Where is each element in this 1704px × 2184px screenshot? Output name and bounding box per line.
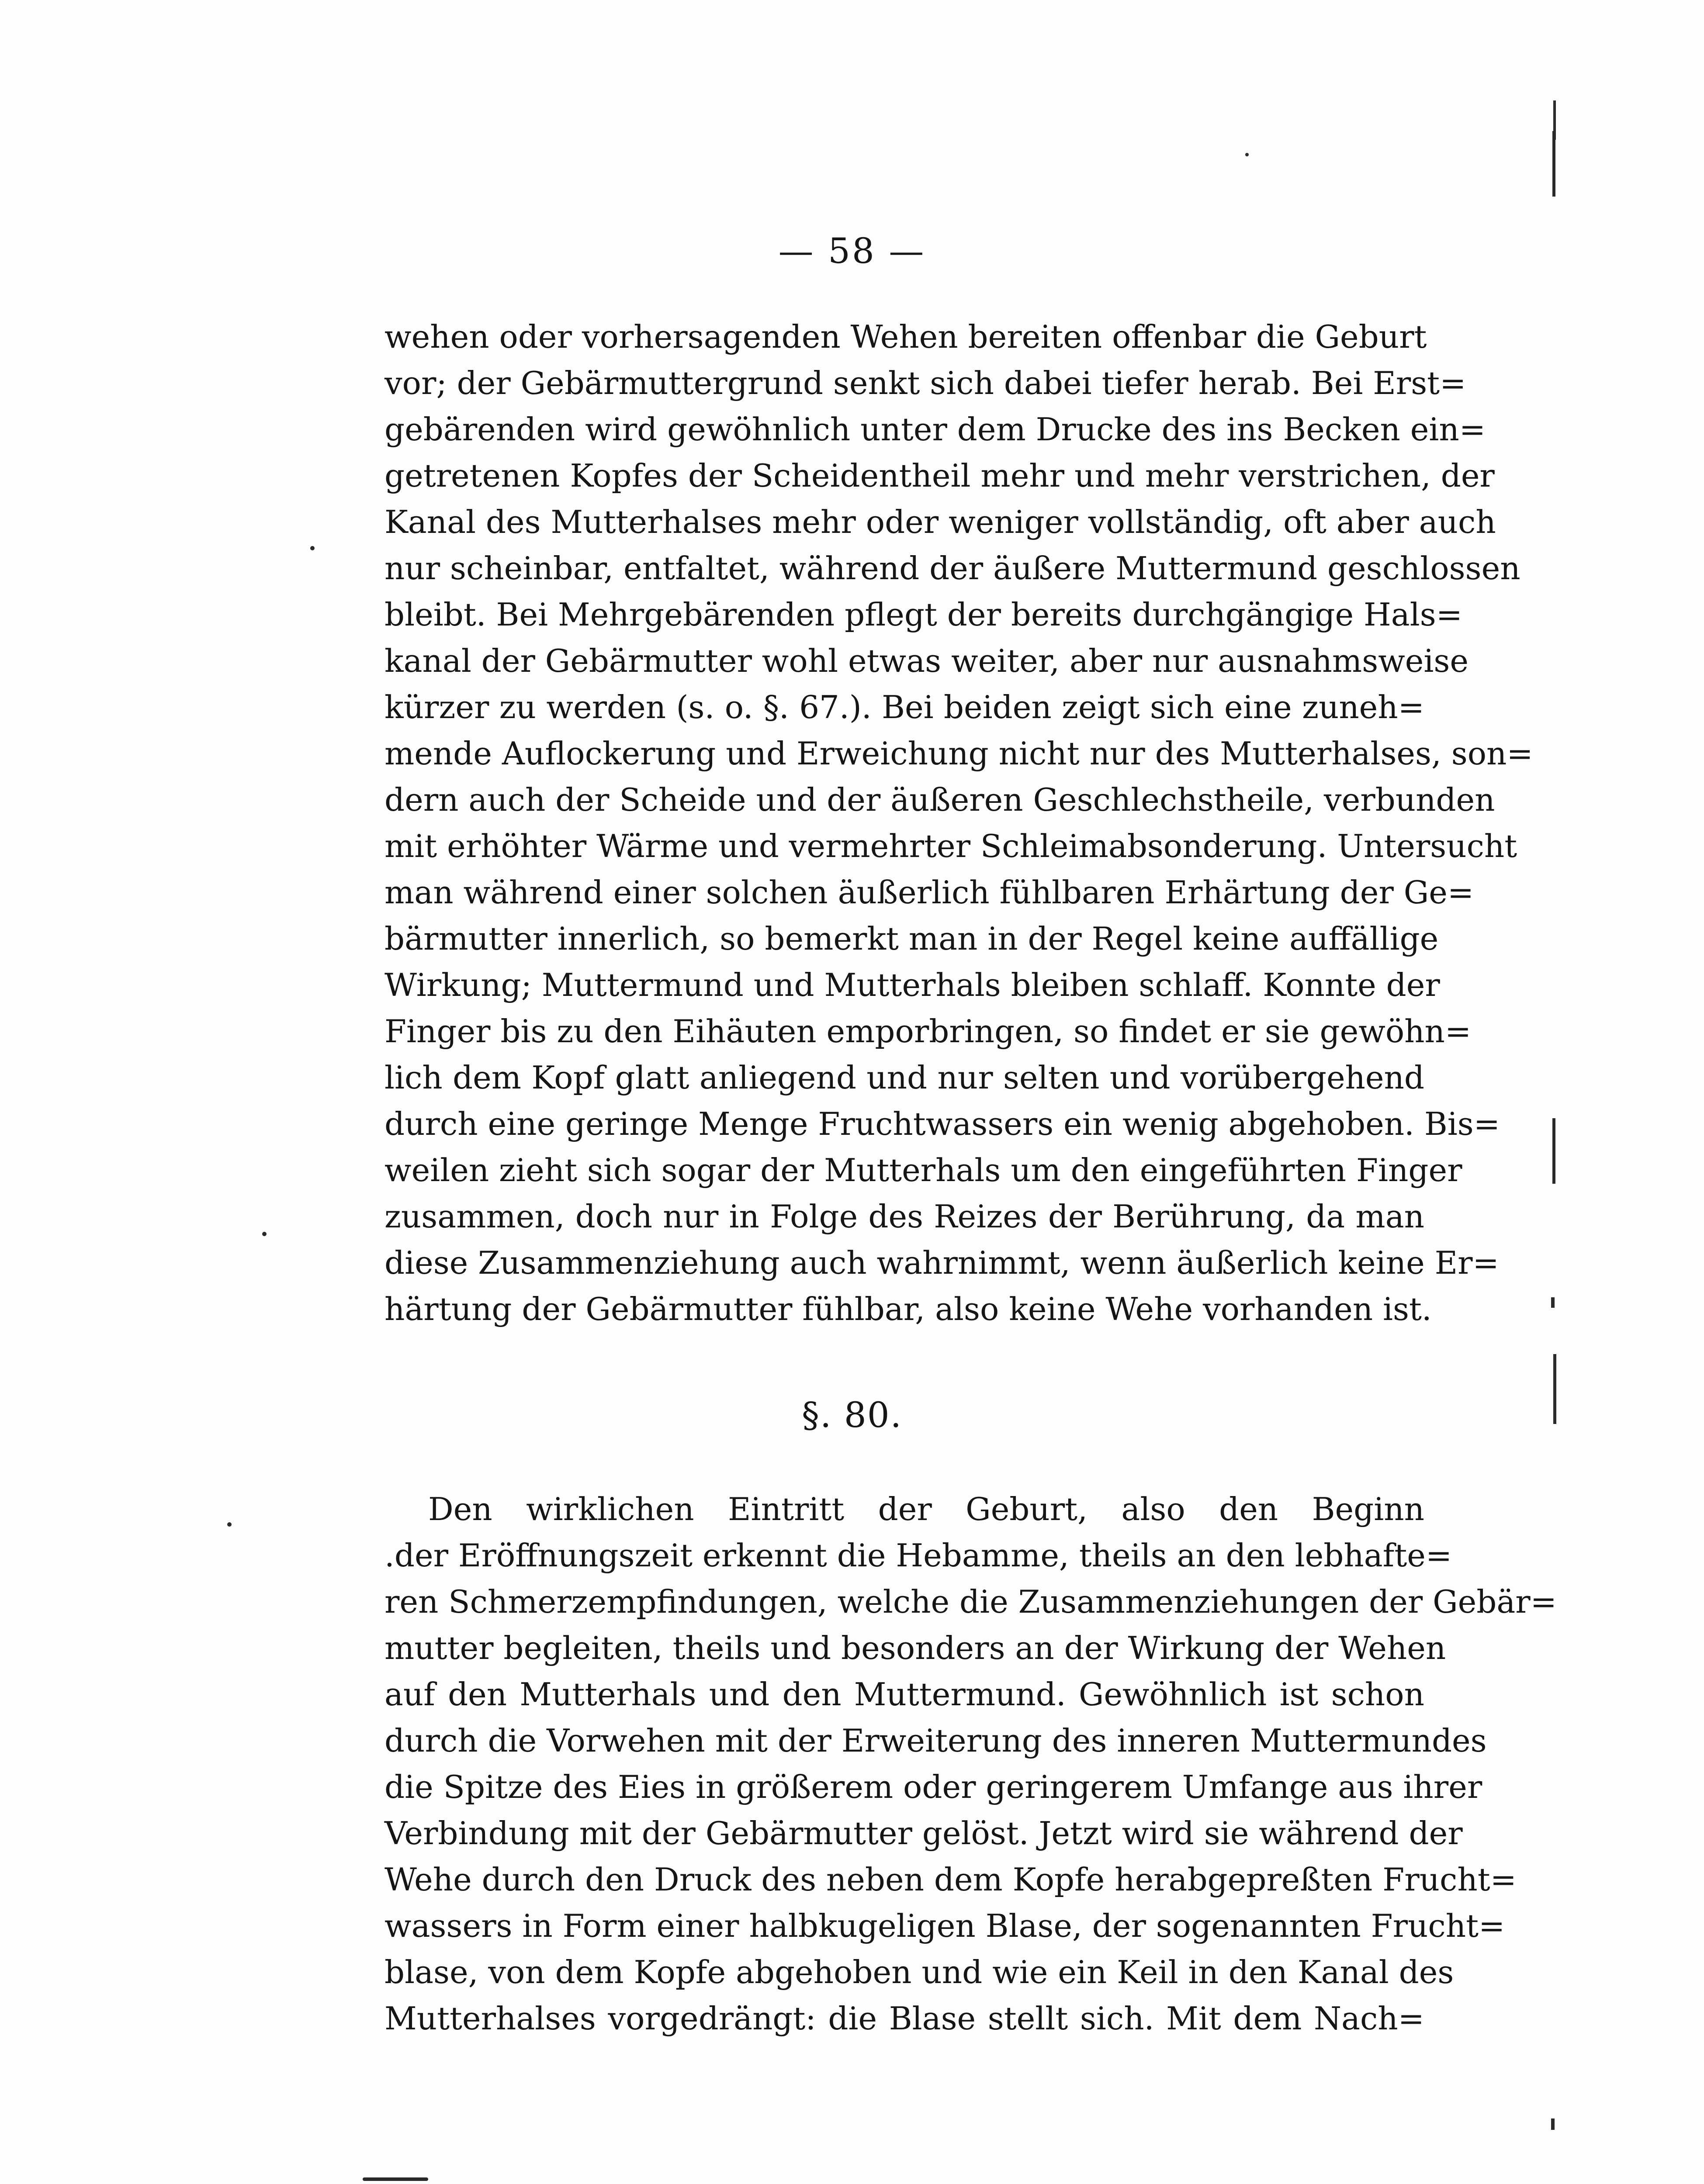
scan-speck: [1245, 153, 1249, 156]
text-line: kürzer zu werden (s. o. §. 67.). Bei beiden zeigt sich eine zuneh=: [384, 689, 1424, 726]
text-line: man während einer solchen äußerlich fühlbaren Erhärtung der Ge=: [384, 874, 1474, 911]
text-line: kanal der Gebärmutter wohl etwas weiter, aber nur ausnahmsweise: [384, 643, 1468, 679]
paragraph-2: [384, 1486, 1557, 2042]
text-line: durch eine geringe Menge Fruchtwassers ein wenig abgehoben. Bis=: [384, 1106, 1500, 1142]
text-line: blase, von dem Kopfe abgehoben und wie ein Keil in den Kanal des: [384, 1954, 1454, 1990]
text-line: Wehe durch den Druck des neben dem Kopfe herabgepreßten Frucht=: [384, 1861, 1517, 1898]
scan-speck: [1551, 2118, 1555, 2130]
text-line: Finger bis zu den Eihäuten emporbringen, so findet er sie gewöhn=: [384, 1013, 1472, 1050]
text-line: lich dem Kopf glatt anliegend und nur selten und vorübergehend: [384, 1059, 1424, 1096]
text-line: durch die Vorwehen mit der Erweiterung des inneren Muttermundes: [384, 1722, 1487, 1759]
scan-speck: [1551, 1297, 1555, 1308]
text-line: ren Schmerzempfindungen, welche die Zusammenziehungen der Gebär=: [384, 1583, 1557, 1620]
text-line: dern auch der Scheide und der äußeren Geschlechstheile, verbunden: [384, 781, 1495, 818]
text-line: mutter begleiten, theils und besonders an der Wirkung der Wehen: [384, 1630, 1446, 1666]
text-line: härtung der Gebärmutter fühlbar, also keine Wehe vorhanden ist.: [384, 1291, 1432, 1327]
scan-speck: [310, 546, 315, 550]
text-line: wehen oder vorhersagenden Wehen bereiten offenbar die Geburt: [384, 318, 1427, 355]
text-line: weilen zieht sich sogar der Mutterhals um den eingeführten Finger: [384, 1152, 1462, 1189]
text-line: die Spitze des Eies in größerem oder geringerem Umfange aus ihrer: [384, 1769, 1482, 1805]
text-line: nur scheinbar, entfaltet, während der äußere Muttermund geschlossen: [384, 550, 1520, 587]
text-line: wassers in Form einer halbkugeligen Blase, der sogenannten Frucht=: [384, 1908, 1505, 1944]
scan-speck: [227, 1522, 232, 1527]
text-line: Mutterhalses vorgedrängt: die Blase stellt sich. Mit dem Nach=: [384, 2000, 1424, 2037]
text-line: diese Zusammenziehung auch wahrnimmt, wenn äußerlich keine Er=: [384, 1244, 1499, 1281]
scan-edge-mark: [1552, 1118, 1555, 1184]
text-line: bleibt. Bei Mehrgebärenden pflegt der bereits durchgängige Hals=: [384, 596, 1463, 633]
footer-rule: [363, 2177, 428, 2181]
text-line: Wirkung; Muttermund und Mutterhals bleiben schlaff. Konnte der: [384, 967, 1440, 1003]
scan-speck: [262, 1232, 267, 1236]
text-line: getretenen Kopfes der Scheidentheil mehr und mehr verstrichen, der: [384, 457, 1495, 494]
section-heading: §. 80.: [801, 1395, 903, 1435]
page-number: — 58 —: [778, 231, 926, 271]
text-line: Kanal des Mutterhalses mehr oder weniger vollständig, oft aber auch: [384, 504, 1496, 540]
scan-edge-mark: [1553, 1354, 1556, 1424]
text-line: zusammen, doch nur in Folge des Reizes der Berührung, da man: [384, 1198, 1424, 1235]
paragraph-1: [384, 314, 1533, 1332]
text-line: gebärenden wird gewöhnlich unter dem Drucke des ins Becken ein=: [384, 411, 1486, 448]
text-line: vor; der Gebärmuttergrund senkt sich dabei tiefer herab. Bei Erst=: [384, 365, 1466, 401]
text-line: Verbindung mit der Gebärmutter gelöst. Jetzt wird sie während der: [384, 1815, 1463, 1852]
text-line: Den wirklichen Eintritt der Geburt, also den Beginn: [428, 1491, 1424, 1527]
text-line: mende Auflockerung und Erweichung nicht nur des Mutterhalses, son=: [384, 735, 1533, 772]
text-line: auf den Mutterhals und den Muttermund. Gewöhnlich ist schon: [384, 1676, 1424, 1713]
text-line: mit erhöhter Wärme und vermehrter Schleimabsonderung. Untersucht: [384, 828, 1517, 864]
scan-edge-mark: [1552, 131, 1555, 197]
text-line: .der Eröffnungszeit erkennt die Hebamme, theils an den lebhafte=: [384, 1537, 1452, 1574]
text-line: bärmutter innerlich, so bemerkt man in der Regel keine auffällige: [384, 920, 1439, 957]
